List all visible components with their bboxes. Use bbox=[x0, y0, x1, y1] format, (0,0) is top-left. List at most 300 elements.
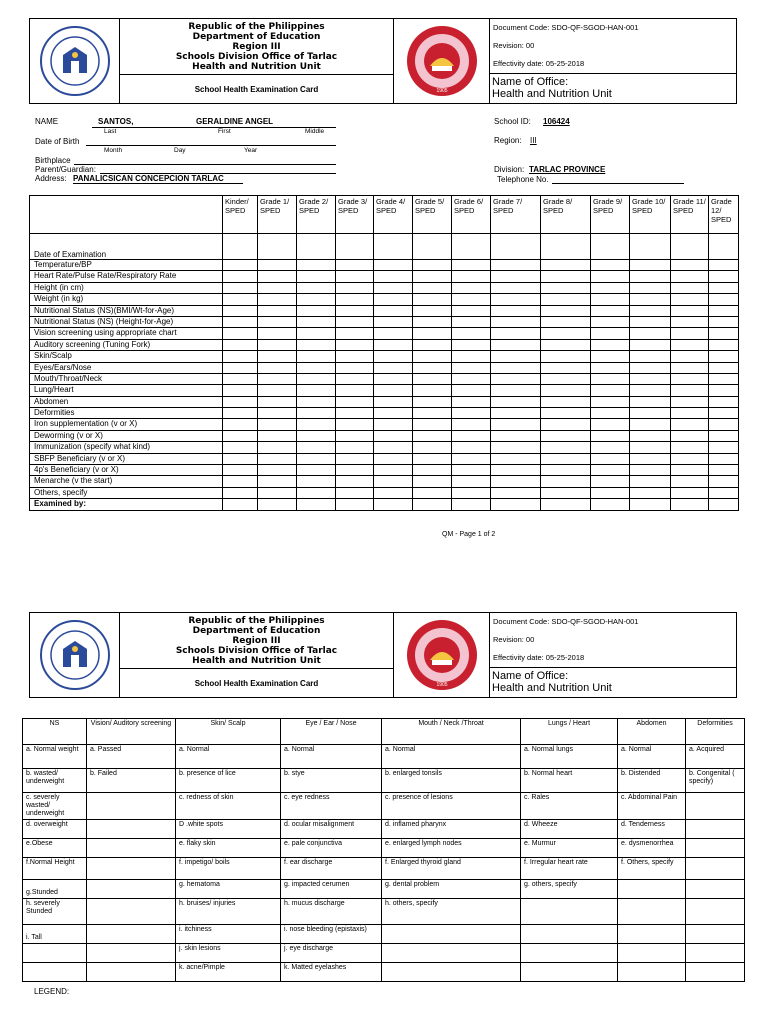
exam-cell[interactable] bbox=[591, 260, 630, 271]
exam-cell[interactable] bbox=[336, 487, 374, 498]
exam-cell[interactable] bbox=[452, 316, 491, 327]
exam-cell[interactable] bbox=[374, 476, 413, 487]
exam-cell[interactable] bbox=[223, 476, 258, 487]
exam-cell[interactable] bbox=[591, 305, 630, 316]
exam-cell[interactable] bbox=[452, 430, 491, 441]
exam-cell[interactable] bbox=[258, 396, 297, 407]
exam-cell[interactable] bbox=[258, 476, 297, 487]
exam-cell[interactable] bbox=[452, 362, 491, 373]
exam-cell[interactable] bbox=[630, 234, 671, 260]
exam-cell[interactable] bbox=[452, 294, 491, 305]
exam-cell[interactable] bbox=[413, 316, 452, 327]
exam-cell[interactable] bbox=[374, 282, 413, 293]
exam-cell[interactable] bbox=[630, 339, 671, 350]
exam-cell[interactable] bbox=[452, 442, 491, 453]
exam-cell[interactable] bbox=[223, 487, 258, 498]
exam-cell[interactable] bbox=[258, 373, 297, 384]
exam-cell[interactable] bbox=[413, 260, 452, 271]
exam-cell[interactable] bbox=[541, 271, 591, 282]
exam-cell[interactable] bbox=[709, 328, 739, 339]
exam-cell[interactable] bbox=[258, 385, 297, 396]
exam-cell[interactable] bbox=[223, 339, 258, 350]
exam-cell[interactable] bbox=[671, 339, 709, 350]
exam-cell[interactable] bbox=[413, 282, 452, 293]
exam-cell[interactable] bbox=[413, 453, 452, 464]
exam-cell[interactable] bbox=[413, 373, 452, 384]
exam-cell[interactable] bbox=[258, 316, 297, 327]
exam-cell[interactable] bbox=[709, 396, 739, 407]
exam-cell[interactable] bbox=[336, 351, 374, 362]
exam-cell[interactable] bbox=[374, 385, 413, 396]
exam-cell[interactable] bbox=[413, 430, 452, 441]
exam-cell[interactable] bbox=[452, 373, 491, 384]
exam-cell[interactable] bbox=[630, 453, 671, 464]
exam-cell[interactable] bbox=[258, 351, 297, 362]
exam-cell[interactable] bbox=[223, 430, 258, 441]
exam-cell[interactable] bbox=[709, 362, 739, 373]
exam-cell[interactable] bbox=[591, 442, 630, 453]
exam-cell[interactable] bbox=[630, 373, 671, 384]
exam-cell[interactable] bbox=[591, 419, 630, 430]
exam-cell[interactable] bbox=[541, 442, 591, 453]
exam-cell[interactable] bbox=[541, 305, 591, 316]
exam-cell[interactable] bbox=[491, 453, 541, 464]
exam-cell[interactable] bbox=[630, 499, 671, 510]
exam-cell[interactable] bbox=[452, 271, 491, 282]
exam-cell[interactable] bbox=[374, 271, 413, 282]
exam-cell[interactable] bbox=[452, 328, 491, 339]
exam-cell[interactable] bbox=[374, 328, 413, 339]
exam-cell[interactable] bbox=[258, 271, 297, 282]
exam-cell[interactable] bbox=[258, 282, 297, 293]
exam-cell[interactable] bbox=[374, 396, 413, 407]
exam-cell[interactable] bbox=[413, 419, 452, 430]
exam-cell[interactable] bbox=[223, 362, 258, 373]
exam-cell[interactable] bbox=[413, 234, 452, 260]
exam-cell[interactable] bbox=[297, 234, 336, 260]
exam-cell[interactable] bbox=[541, 465, 591, 476]
exam-cell[interactable] bbox=[491, 430, 541, 441]
exam-cell[interactable] bbox=[709, 465, 739, 476]
exam-cell[interactable] bbox=[630, 465, 671, 476]
exam-cell[interactable] bbox=[258, 465, 297, 476]
exam-cell[interactable] bbox=[374, 408, 413, 419]
exam-cell[interactable] bbox=[709, 453, 739, 464]
exam-cell[interactable] bbox=[671, 316, 709, 327]
exam-cell[interactable] bbox=[413, 476, 452, 487]
exam-cell[interactable] bbox=[223, 305, 258, 316]
exam-cell[interactable] bbox=[297, 339, 336, 350]
exam-cell[interactable] bbox=[297, 362, 336, 373]
exam-cell[interactable] bbox=[223, 316, 258, 327]
exam-cell[interactable] bbox=[413, 339, 452, 350]
exam-cell[interactable] bbox=[336, 419, 374, 430]
exam-cell[interactable] bbox=[630, 316, 671, 327]
legend-cell bbox=[521, 925, 618, 944]
exam-cell[interactable] bbox=[491, 294, 541, 305]
exam-cell[interactable] bbox=[671, 385, 709, 396]
exam-cell[interactable] bbox=[709, 294, 739, 305]
exam-cell[interactable] bbox=[413, 487, 452, 498]
exam-cell[interactable] bbox=[336, 442, 374, 453]
exam-cell[interactable] bbox=[630, 328, 671, 339]
exam-cell[interactable] bbox=[671, 373, 709, 384]
exam-cell[interactable] bbox=[630, 385, 671, 396]
exam-cell[interactable] bbox=[709, 234, 739, 260]
exam-cell[interactable] bbox=[223, 408, 258, 419]
exam-cell[interactable] bbox=[336, 294, 374, 305]
exam-cell[interactable] bbox=[491, 328, 541, 339]
exam-cell[interactable] bbox=[709, 442, 739, 453]
exam-cell[interactable] bbox=[709, 282, 739, 293]
exam-cell[interactable] bbox=[541, 419, 591, 430]
exam-cell[interactable] bbox=[671, 419, 709, 430]
exam-cell[interactable] bbox=[630, 351, 671, 362]
exam-cell[interactable] bbox=[709, 339, 739, 350]
exam-cell[interactable] bbox=[336, 339, 374, 350]
exam-cell[interactable] bbox=[452, 385, 491, 396]
exam-cell[interactable] bbox=[630, 260, 671, 271]
exam-cell[interactable] bbox=[541, 499, 591, 510]
exam-cell[interactable] bbox=[297, 465, 336, 476]
exam-cell[interactable] bbox=[491, 373, 541, 384]
exam-cell[interactable] bbox=[336, 260, 374, 271]
exam-cell[interactable] bbox=[709, 271, 739, 282]
exam-cell[interactable] bbox=[491, 271, 541, 282]
exam-cell[interactable] bbox=[374, 316, 413, 327]
exam-cell[interactable] bbox=[258, 294, 297, 305]
exam-cell[interactable] bbox=[258, 499, 297, 510]
exam-cell[interactable] bbox=[258, 339, 297, 350]
exam-cell[interactable] bbox=[413, 465, 452, 476]
exam-cell[interactable] bbox=[630, 419, 671, 430]
exam-cell[interactable] bbox=[223, 453, 258, 464]
exam-cell[interactable] bbox=[491, 260, 541, 271]
exam-cell[interactable] bbox=[541, 351, 591, 362]
exam-cell[interactable] bbox=[671, 430, 709, 441]
exam-cell[interactable] bbox=[591, 282, 630, 293]
exam-cell[interactable] bbox=[297, 453, 336, 464]
exam-cell[interactable] bbox=[374, 260, 413, 271]
exam-cell[interactable] bbox=[297, 282, 336, 293]
exam-cell[interactable] bbox=[491, 465, 541, 476]
exam-cell[interactable] bbox=[258, 362, 297, 373]
exam-cell[interactable] bbox=[297, 305, 336, 316]
exam-cell[interactable] bbox=[709, 316, 739, 327]
exam-cell[interactable] bbox=[591, 328, 630, 339]
exam-cell[interactable] bbox=[258, 430, 297, 441]
exam-cell[interactable] bbox=[541, 487, 591, 498]
exam-cell[interactable] bbox=[452, 476, 491, 487]
exam-cell[interactable] bbox=[374, 373, 413, 384]
exam-cell[interactable] bbox=[223, 465, 258, 476]
exam-cell[interactable] bbox=[491, 499, 541, 510]
exam-cell[interactable] bbox=[258, 487, 297, 498]
exam-cell[interactable] bbox=[630, 487, 671, 498]
exam-cell[interactable] bbox=[541, 316, 591, 327]
exam-cell[interactable] bbox=[413, 351, 452, 362]
exam-cell[interactable] bbox=[591, 430, 630, 441]
exam-cell[interactable] bbox=[374, 487, 413, 498]
exam-cell[interactable] bbox=[541, 476, 591, 487]
exam-cell[interactable] bbox=[297, 487, 336, 498]
exam-cell[interactable] bbox=[491, 487, 541, 498]
exam-cell[interactable] bbox=[709, 373, 739, 384]
exam-cell[interactable] bbox=[591, 351, 630, 362]
exam-cell[interactable] bbox=[709, 487, 739, 498]
exam-cell[interactable] bbox=[297, 373, 336, 384]
exam-cell[interactable] bbox=[671, 442, 709, 453]
exam-cell[interactable] bbox=[541, 408, 591, 419]
exam-cell[interactable] bbox=[258, 419, 297, 430]
exam-cell[interactable] bbox=[297, 351, 336, 362]
exam-cell[interactable] bbox=[374, 419, 413, 430]
exam-cell[interactable] bbox=[223, 282, 258, 293]
exam-cell[interactable] bbox=[541, 260, 591, 271]
exam-cell[interactable] bbox=[630, 305, 671, 316]
exam-cell[interactable] bbox=[336, 465, 374, 476]
exam-cell[interactable] bbox=[297, 476, 336, 487]
exam-cell[interactable] bbox=[630, 396, 671, 407]
exam-cell[interactable] bbox=[591, 453, 630, 464]
exam-cell[interactable] bbox=[374, 499, 413, 510]
exam-cell[interactable] bbox=[591, 339, 630, 350]
exam-cell[interactable] bbox=[452, 408, 491, 419]
exam-cell[interactable] bbox=[491, 476, 541, 487]
exam-cell[interactable] bbox=[297, 271, 336, 282]
exam-cell[interactable] bbox=[374, 442, 413, 453]
exam-cell[interactable] bbox=[671, 271, 709, 282]
exam-cell[interactable] bbox=[709, 260, 739, 271]
exam-cell[interactable] bbox=[709, 419, 739, 430]
exam-cell[interactable] bbox=[223, 328, 258, 339]
exam-cell[interactable] bbox=[541, 362, 591, 373]
exam-cell[interactable] bbox=[452, 419, 491, 430]
exam-cell[interactable] bbox=[413, 294, 452, 305]
exam-cell[interactable] bbox=[452, 305, 491, 316]
exam-cell[interactable] bbox=[591, 271, 630, 282]
exam-cell[interactable] bbox=[374, 430, 413, 441]
exam-cell[interactable] bbox=[413, 442, 452, 453]
exam-cell[interactable] bbox=[671, 453, 709, 464]
exam-cell[interactable] bbox=[709, 351, 739, 362]
exam-cell[interactable] bbox=[491, 442, 541, 453]
exam-cell[interactable] bbox=[223, 373, 258, 384]
exam-cell[interactable] bbox=[374, 465, 413, 476]
exam-cell[interactable] bbox=[336, 385, 374, 396]
exam-cell[interactable] bbox=[374, 453, 413, 464]
exam-cell[interactable] bbox=[258, 408, 297, 419]
exam-cell[interactable] bbox=[336, 282, 374, 293]
exam-cell[interactable] bbox=[336, 373, 374, 384]
exam-cell[interactable] bbox=[630, 271, 671, 282]
exam-cell[interactable] bbox=[336, 396, 374, 407]
exam-cell[interactable] bbox=[591, 499, 630, 510]
exam-cell[interactable] bbox=[452, 396, 491, 407]
exam-cell[interactable] bbox=[671, 328, 709, 339]
exam-cell[interactable] bbox=[671, 487, 709, 498]
exam-cell[interactable] bbox=[452, 234, 491, 260]
exam-cell[interactable] bbox=[630, 408, 671, 419]
exam-cell[interactable] bbox=[491, 351, 541, 362]
exam-cell[interactable] bbox=[630, 282, 671, 293]
exam-cell[interactable] bbox=[591, 408, 630, 419]
exam-cell[interactable] bbox=[671, 362, 709, 373]
exam-cell[interactable] bbox=[413, 385, 452, 396]
exam-cell[interactable] bbox=[671, 260, 709, 271]
exam-cell[interactable] bbox=[491, 339, 541, 350]
exam-cell[interactable] bbox=[223, 499, 258, 510]
exam-cell[interactable] bbox=[709, 408, 739, 419]
exam-cell[interactable] bbox=[591, 465, 630, 476]
exam-cell[interactable] bbox=[630, 294, 671, 305]
exam-cell[interactable] bbox=[591, 234, 630, 260]
exam-cell[interactable] bbox=[336, 430, 374, 441]
exam-cell[interactable] bbox=[709, 385, 739, 396]
exam-cell[interactable] bbox=[258, 442, 297, 453]
exam-cell[interactable] bbox=[541, 328, 591, 339]
exam-cell[interactable] bbox=[591, 362, 630, 373]
exam-cell[interactable] bbox=[541, 282, 591, 293]
exam-cell[interactable] bbox=[541, 453, 591, 464]
exam-cell[interactable] bbox=[630, 362, 671, 373]
exam-cell[interactable] bbox=[297, 385, 336, 396]
exam-cell[interactable] bbox=[413, 328, 452, 339]
exam-cell[interactable] bbox=[671, 396, 709, 407]
exam-cell[interactable] bbox=[491, 408, 541, 419]
exam-cell[interactable] bbox=[413, 362, 452, 373]
exam-cell[interactable] bbox=[591, 373, 630, 384]
exam-cell[interactable] bbox=[491, 305, 541, 316]
exam-cell[interactable] bbox=[223, 351, 258, 362]
exam-cell[interactable] bbox=[223, 294, 258, 305]
exam-cell[interactable] bbox=[413, 396, 452, 407]
exam-cell[interactable] bbox=[591, 316, 630, 327]
exam-cell[interactable] bbox=[374, 305, 413, 316]
exam-cell[interactable] bbox=[591, 476, 630, 487]
exam-cell[interactable] bbox=[413, 499, 452, 510]
exam-cell[interactable] bbox=[336, 453, 374, 464]
exam-cell[interactable] bbox=[374, 294, 413, 305]
exam-cell[interactable] bbox=[297, 260, 336, 271]
exam-cell[interactable] bbox=[223, 396, 258, 407]
exam-cell[interactable] bbox=[491, 419, 541, 430]
exam-cell[interactable] bbox=[297, 294, 336, 305]
exam-cell[interactable] bbox=[591, 487, 630, 498]
exam-cell[interactable] bbox=[491, 282, 541, 293]
exam-cell[interactable] bbox=[336, 362, 374, 373]
exam-cell[interactable] bbox=[374, 339, 413, 350]
exam-cell[interactable] bbox=[671, 294, 709, 305]
exam-cell[interactable] bbox=[491, 362, 541, 373]
exam-cell[interactable] bbox=[336, 499, 374, 510]
exam-cell[interactable] bbox=[452, 453, 491, 464]
exam-cell[interactable] bbox=[223, 419, 258, 430]
exam-cell[interactable] bbox=[591, 294, 630, 305]
exam-cell[interactable] bbox=[541, 396, 591, 407]
exam-cell[interactable] bbox=[223, 260, 258, 271]
exam-cell[interactable] bbox=[452, 499, 491, 510]
exam-cell[interactable] bbox=[297, 430, 336, 441]
exam-cell[interactable] bbox=[336, 271, 374, 282]
exam-cell[interactable] bbox=[671, 465, 709, 476]
exam-cell[interactable] bbox=[258, 453, 297, 464]
exam-cell[interactable] bbox=[630, 476, 671, 487]
exam-cell[interactable] bbox=[630, 442, 671, 453]
exam-cell[interactable] bbox=[671, 499, 709, 510]
exam-cell[interactable] bbox=[413, 271, 452, 282]
exam-cell[interactable] bbox=[336, 328, 374, 339]
exam-cell[interactable] bbox=[709, 499, 739, 510]
exam-cell[interactable] bbox=[336, 234, 374, 260]
exam-cell[interactable] bbox=[223, 385, 258, 396]
exam-cell[interactable] bbox=[374, 362, 413, 373]
exam-cell[interactable] bbox=[491, 385, 541, 396]
exam-cell[interactable] bbox=[452, 465, 491, 476]
exam-cell[interactable] bbox=[297, 499, 336, 510]
exam-cell[interactable] bbox=[223, 234, 258, 260]
exam-cell[interactable] bbox=[297, 419, 336, 430]
exam-cell[interactable] bbox=[541, 294, 591, 305]
exam-cell[interactable] bbox=[630, 430, 671, 441]
exam-cell[interactable] bbox=[258, 234, 297, 260]
exam-cell[interactable] bbox=[297, 328, 336, 339]
exam-cell[interactable] bbox=[541, 339, 591, 350]
exam-cell[interactable] bbox=[491, 396, 541, 407]
exam-cell[interactable] bbox=[336, 408, 374, 419]
exam-cell[interactable] bbox=[297, 316, 336, 327]
exam-cell[interactable] bbox=[258, 260, 297, 271]
exam-cell[interactable] bbox=[297, 442, 336, 453]
exam-cell[interactable] bbox=[258, 328, 297, 339]
exam-cell[interactable] bbox=[336, 476, 374, 487]
exam-cell[interactable] bbox=[413, 408, 452, 419]
exam-cell[interactable] bbox=[452, 282, 491, 293]
exam-cell[interactable] bbox=[223, 442, 258, 453]
exam-cell[interactable] bbox=[541, 373, 591, 384]
exam-cell[interactable] bbox=[297, 408, 336, 419]
exam-cell[interactable] bbox=[671, 234, 709, 260]
exam-cell[interactable] bbox=[452, 487, 491, 498]
exam-cell[interactable] bbox=[671, 476, 709, 487]
exam-cell[interactable] bbox=[452, 260, 491, 271]
exam-cell[interactable] bbox=[452, 339, 491, 350]
exam-cell[interactable] bbox=[591, 385, 630, 396]
exam-cell[interactable] bbox=[709, 430, 739, 441]
exam-cell[interactable] bbox=[491, 234, 541, 260]
exam-cell[interactable] bbox=[413, 305, 452, 316]
exam-cell[interactable] bbox=[541, 234, 591, 260]
exam-cell[interactable] bbox=[374, 351, 413, 362]
exam-cell[interactable] bbox=[452, 351, 491, 362]
exam-cell[interactable] bbox=[491, 316, 541, 327]
exam-cell[interactable] bbox=[709, 476, 739, 487]
exam-cell[interactable] bbox=[671, 305, 709, 316]
exam-cell[interactable] bbox=[541, 430, 591, 441]
exam-cell[interactable] bbox=[336, 316, 374, 327]
exam-cell[interactable] bbox=[541, 385, 591, 396]
exam-cell[interactable] bbox=[336, 305, 374, 316]
exam-cell[interactable] bbox=[258, 305, 297, 316]
exam-cell[interactable] bbox=[671, 408, 709, 419]
exam-cell[interactable] bbox=[374, 234, 413, 260]
exam-cell[interactable] bbox=[297, 396, 336, 407]
exam-cell[interactable] bbox=[671, 282, 709, 293]
exam-cell[interactable] bbox=[671, 351, 709, 362]
exam-cell[interactable] bbox=[591, 396, 630, 407]
exam-cell[interactable] bbox=[223, 271, 258, 282]
exam-cell[interactable] bbox=[709, 305, 739, 316]
